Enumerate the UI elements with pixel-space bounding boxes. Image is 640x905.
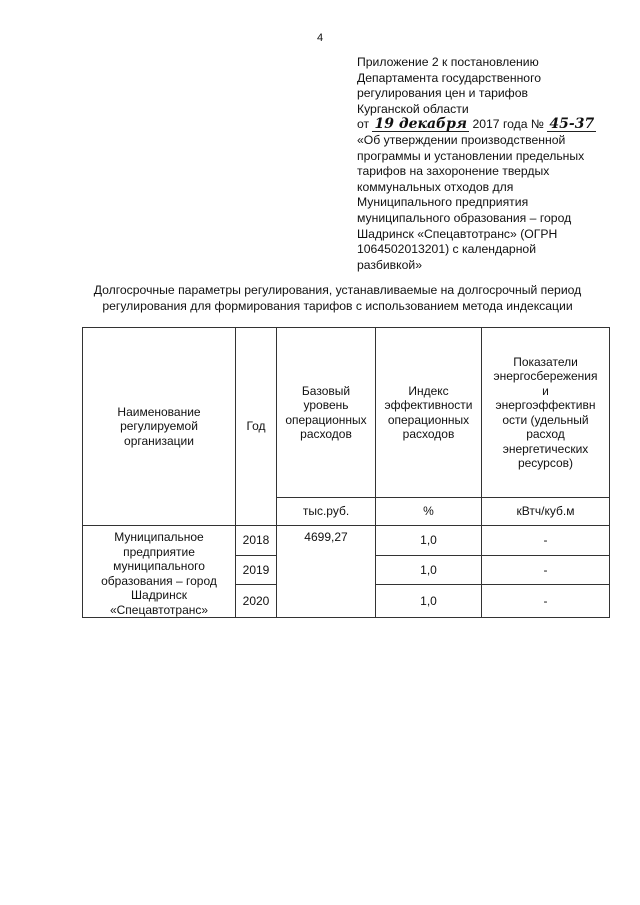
year-cell: 2018 — [236, 526, 277, 556]
appendix-title-line: разбивкой» — [357, 257, 422, 272]
heading-line: Долгосрочные параметры регулирования, устанавливаемые на долгосрочный период — [93, 283, 582, 297]
appendix-title-line: Шадринск «Спецавтотранс» (ОГРН — [357, 226, 558, 241]
unit-index: % — [376, 498, 482, 526]
appendix-title-line: Муниципального предприятия — [357, 195, 529, 210]
appendix-line: Департамента государственного — [357, 70, 542, 85]
handwritten-number: 45-37 — [549, 116, 595, 133]
appendix-title-line: коммунальных отходов для — [357, 179, 514, 194]
org-name-cell: Муниципальное предприятие муниципального образования – город Шадринск «Спецавтотранс» — [83, 526, 236, 618]
appendix-title-line: программы и установлении предельных — [357, 148, 585, 163]
appendix-line: Курганской области — [357, 101, 469, 116]
heading-line: регулирования для формирования тарифов с использованием метода индексации — [102, 298, 573, 313]
header-row — [83, 328, 610, 498]
table-heading — [60, 283, 615, 314]
header-org: Наименование регулируемой организации — [83, 328, 236, 526]
appendix-line: Приложение 2 к постановлению — [357, 55, 539, 69]
appendix-block — [357, 55, 619, 273]
appendix-date-line — [357, 117, 619, 133]
header-year: Год — [236, 328, 277, 526]
page-number: 4 — [316, 32, 324, 44]
appendix-title-line: тарифов на захоронение твердых — [357, 164, 550, 179]
index-cell: 1,0 — [376, 585, 482, 618]
index-cell: 1,0 — [376, 526, 482, 556]
energy-cell: - — [482, 555, 610, 585]
energy-cell: - — [482, 526, 610, 556]
base-value-cell: 4699,27 — [277, 526, 376, 618]
index-cell: 1,0 — [376, 555, 482, 585]
year-cell: 2020 — [236, 585, 277, 618]
appendix-title-line: муниципального образования – город — [357, 210, 572, 225]
appendix-title-line: 1064502013201) с календарной — [357, 242, 537, 257]
unit-base: тыс.руб. — [277, 498, 376, 526]
energy-cell: - — [482, 585, 610, 618]
appendix-line: регулирования цен и тарифов — [357, 86, 528, 101]
handwritten-date: 19 декабря — [374, 116, 468, 133]
header-energy-indicators: Показатели энергосбережения и энергоэффективн ости (удельный расход энергетических ресурсов) — [482, 328, 610, 498]
date-middle: 2017 года № — [472, 117, 545, 132]
header-base-level: Базовый уровень операционных расходов — [277, 328, 376, 498]
year-cell: 2019 — [236, 555, 277, 585]
table-row — [83, 526, 610, 556]
parameters-table — [82, 327, 610, 618]
unit-energy: кВтч/куб.м — [482, 498, 610, 526]
appendix-title-line: «Об утверждении производственной — [357, 132, 566, 147]
date-prefix: от — [357, 117, 370, 132]
header-efficiency-index: Индекс эффективности операционных расходов — [376, 328, 482, 498]
